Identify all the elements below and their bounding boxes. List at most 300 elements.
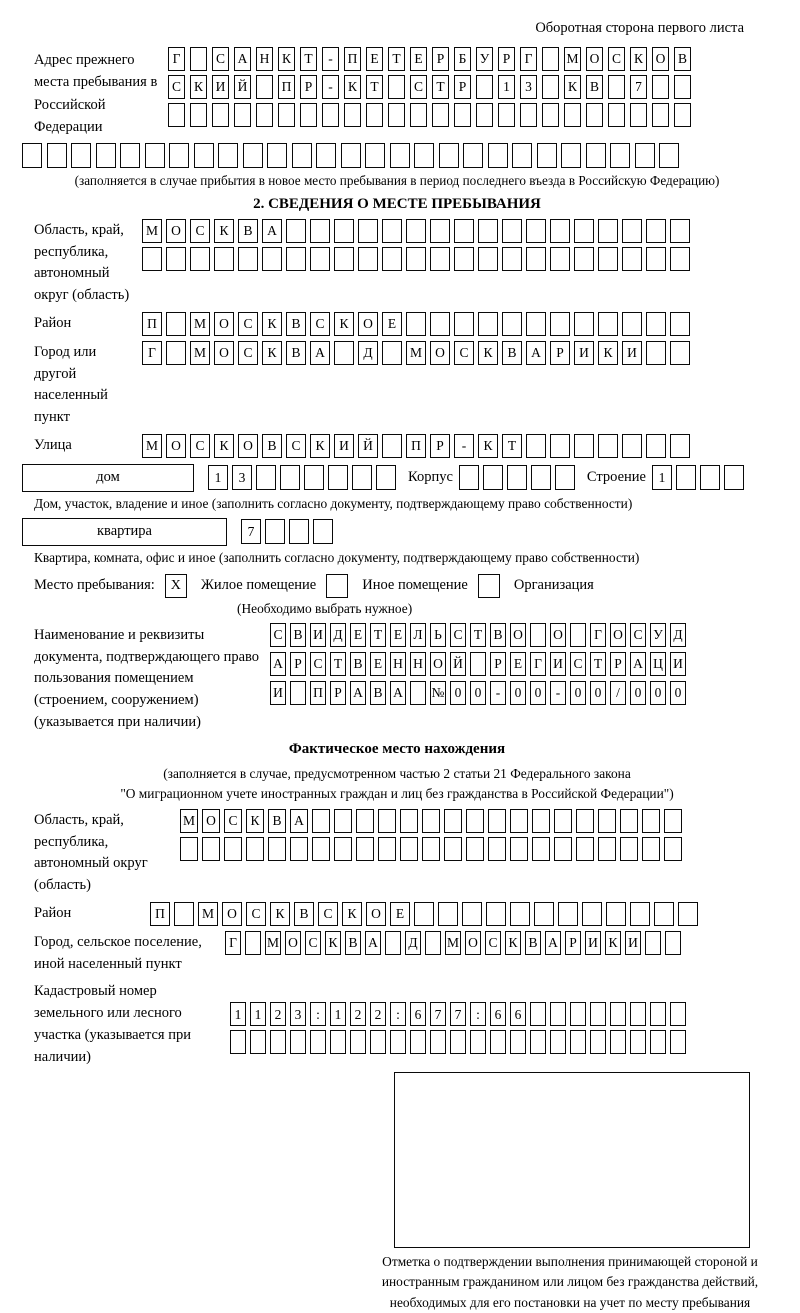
char-cell — [654, 902, 674, 926]
char-cell — [646, 434, 666, 458]
char-cell: А — [350, 681, 366, 705]
char-cell — [390, 143, 410, 168]
prev-address-row-1 — [168, 47, 696, 71]
char-cell — [47, 143, 67, 168]
char-cell — [454, 103, 471, 127]
document-row-1 — [270, 623, 690, 647]
char-cell — [526, 312, 546, 336]
inoe-label: Иное помещение — [362, 577, 468, 594]
char-cell — [120, 143, 140, 168]
char-cell — [268, 837, 286, 861]
raion-row — [142, 312, 694, 336]
char-cell — [659, 143, 679, 168]
char-cell: Р — [330, 681, 346, 705]
char-cell — [510, 809, 528, 833]
char-cell — [502, 247, 522, 271]
dom-box: дом — [22, 464, 194, 492]
char-cell: М — [265, 931, 281, 955]
section2-title: 2. СВЕДЕНИЯ О МЕСТЕ ПРЕБЫВАНИЯ — [253, 195, 541, 212]
char-cell — [586, 143, 606, 168]
char-cell — [322, 103, 339, 127]
char-cell — [243, 143, 263, 168]
char-cell: Й — [358, 434, 378, 458]
char-cell: К — [478, 341, 498, 365]
char-cell: М — [142, 434, 162, 458]
gorod-row — [142, 341, 694, 429]
oblast-row-1 — [142, 219, 694, 243]
char-cell — [630, 1030, 646, 1054]
stroenie-label: Строение — [586, 469, 646, 486]
char-cell: В — [345, 931, 361, 955]
char-cell — [576, 809, 594, 833]
char-cell: 3 — [520, 75, 537, 99]
char-cell — [674, 75, 691, 99]
checkbox-inoe[interactable] — [326, 574, 348, 598]
char-cell — [574, 247, 594, 271]
char-cell: 0 — [630, 681, 646, 705]
char-cell: Н — [410, 652, 426, 676]
char-cell: 7 — [430, 1002, 446, 1026]
char-cell: Р — [565, 931, 581, 955]
char-cell — [462, 902, 482, 926]
char-cell: А — [365, 931, 381, 955]
char-cell — [610, 1002, 626, 1026]
char-cell — [531, 465, 551, 490]
char-cell: К — [342, 902, 362, 926]
char-cell: Р — [430, 434, 450, 458]
char-cell — [169, 143, 189, 168]
char-cell: О — [586, 47, 603, 71]
korpus-label: Корпус — [408, 469, 453, 486]
char-cell — [430, 219, 450, 243]
char-cell — [478, 219, 498, 243]
char-cell: 6 — [410, 1002, 426, 1026]
char-cell — [370, 1030, 386, 1054]
char-cell: Т — [388, 47, 405, 71]
ulitsa-row — [142, 434, 694, 458]
char-cell — [622, 312, 642, 336]
char-cell — [554, 837, 572, 861]
char-cell: Д — [405, 931, 421, 955]
char-cell — [366, 103, 383, 127]
char-cell: 7 — [630, 75, 647, 99]
char-cell — [532, 809, 550, 833]
prev-address-section — [22, 47, 772, 139]
char-cell: С — [224, 809, 242, 833]
char-cell — [246, 837, 264, 861]
prev-address-rows — [168, 47, 696, 139]
char-cell — [502, 312, 522, 336]
char-cell: К — [478, 434, 498, 458]
char-cell: С — [454, 341, 474, 365]
document-row-2 — [270, 652, 690, 676]
char-cell — [463, 143, 483, 168]
char-cell: И — [310, 623, 326, 647]
char-cell: Р — [290, 652, 306, 676]
char-cell: С — [570, 652, 586, 676]
char-cell: И — [585, 931, 601, 955]
char-cell — [250, 1030, 266, 1054]
char-cell — [330, 1030, 346, 1054]
fact-oblast-label: Область, край, республика, автономный округ (область) — [34, 811, 148, 894]
char-cell: В — [525, 931, 541, 955]
char-cell: В — [294, 902, 314, 926]
document-label: Наименование и реквизиты документа, подтверждающего право пользования помещением (строением, сооружением) (указывается при наличии) — [34, 626, 260, 730]
char-cell — [22, 143, 42, 168]
char-cell — [586, 103, 603, 127]
char-cell: 2 — [370, 1002, 386, 1026]
char-cell: И — [574, 341, 594, 365]
kadastr-row-2 — [230, 1030, 690, 1054]
char-cell — [376, 465, 396, 490]
char-cell: О — [214, 312, 234, 336]
char-cell: 2 — [350, 1002, 366, 1026]
char-cell — [400, 837, 418, 861]
char-cell — [488, 143, 508, 168]
char-cell: 1 — [208, 465, 228, 490]
char-cell — [670, 1002, 686, 1026]
char-cell — [630, 1002, 646, 1026]
char-cell — [550, 434, 570, 458]
char-cell: Е — [390, 902, 410, 926]
fact-gorod-label: Город, сельское поселение, иной населенный пункт — [34, 933, 202, 972]
char-cell — [530, 1030, 546, 1054]
char-cell: Г — [520, 47, 537, 71]
checkbox-zhiloe[interactable]: X — [165, 574, 187, 598]
char-cell: 1 — [250, 1002, 266, 1026]
char-cell: П — [406, 434, 426, 458]
char-cell — [444, 837, 462, 861]
char-cell: Д — [358, 341, 378, 365]
factual-note-line1: (заполняется в случае, предусмотренном частью 2 статьи 21 Федерального закона — [163, 765, 631, 781]
char-cell: П — [150, 902, 170, 926]
char-cell — [334, 341, 354, 365]
char-cell — [406, 312, 426, 336]
korpus-cells — [459, 465, 579, 490]
char-cell — [510, 902, 530, 926]
char-cell — [665, 931, 681, 955]
char-cell: О — [610, 623, 626, 647]
char-cell — [313, 519, 333, 544]
char-cell: С — [286, 434, 306, 458]
char-cell — [512, 143, 532, 168]
char-cell: В — [262, 434, 282, 458]
char-cell: О — [430, 341, 450, 365]
char-cell — [352, 465, 372, 490]
char-cell — [476, 103, 493, 127]
char-cell: Г — [225, 931, 241, 955]
char-cell: К — [310, 434, 330, 458]
char-cell — [664, 837, 682, 861]
char-cell — [598, 809, 616, 833]
char-cell — [630, 902, 650, 926]
fact-field-kadastr — [22, 980, 772, 1068]
char-cell: С — [450, 623, 466, 647]
char-cell — [606, 902, 626, 926]
kvartira-note: Квартира, комната, офис и иное (заполнить согласно документу, подтверждающему право собственности) — [34, 549, 640, 565]
char-cell: В — [238, 219, 258, 243]
char-cell — [358, 247, 378, 271]
char-cell: А — [526, 341, 546, 365]
char-cell — [202, 837, 220, 861]
char-cell — [670, 247, 690, 271]
char-cell: Е — [510, 652, 526, 676]
char-cell — [410, 1030, 426, 1054]
char-cell — [278, 103, 295, 127]
dom-note: Дом, участок, владение и иное (заполнить согласно документу, подтверждающему право собственности) — [34, 495, 633, 511]
char-cell: Р — [498, 47, 515, 71]
char-cell: И — [550, 652, 566, 676]
char-cell: С — [305, 931, 321, 955]
char-cell: А — [310, 341, 330, 365]
char-cell — [438, 902, 458, 926]
char-cell — [646, 341, 666, 365]
char-cell: О — [465, 931, 481, 955]
char-cell — [312, 837, 330, 861]
char-cell: О — [202, 809, 220, 833]
char-cell — [214, 247, 234, 271]
char-cell — [289, 519, 309, 544]
fact-raion-row — [150, 902, 702, 926]
char-cell: С — [318, 902, 338, 926]
char-cell: - — [454, 434, 474, 458]
char-cell: В — [370, 681, 386, 705]
char-cell: Р — [550, 341, 570, 365]
char-cell — [470, 1030, 486, 1054]
factual-title: Фактическое место нахождения — [288, 740, 506, 757]
char-cell — [238, 247, 258, 271]
char-cell — [676, 465, 696, 490]
char-cell: Е — [370, 652, 386, 676]
char-cell — [620, 837, 638, 861]
char-cell — [608, 103, 625, 127]
char-cell — [646, 219, 666, 243]
char-cell: В — [502, 341, 522, 365]
char-cell — [414, 902, 434, 926]
char-cell — [190, 247, 210, 271]
fact-field-gorod — [22, 931, 772, 976]
ulitsa-label: Улица — [34, 436, 72, 453]
fact-oblast-row-2 — [180, 837, 686, 861]
char-cell: М — [190, 312, 210, 336]
char-cell: К — [190, 75, 207, 99]
mesto-row — [22, 574, 772, 598]
char-cell — [550, 219, 570, 243]
char-cell — [174, 902, 194, 926]
char-cell: Н — [390, 652, 406, 676]
stamp-area — [374, 1072, 766, 1312]
char-cell — [410, 681, 426, 705]
char-cell: И — [212, 75, 229, 99]
char-cell — [270, 1030, 286, 1054]
char-cell — [576, 837, 594, 861]
char-cell — [382, 247, 402, 271]
char-cell — [550, 1030, 566, 1054]
kadastr-label: Кадастровый номер земельного или лесного участка (указывается при наличии) — [34, 983, 191, 1065]
char-cell — [334, 837, 352, 861]
char-cell: М — [180, 809, 198, 833]
char-cell — [414, 143, 434, 168]
char-cell — [590, 1030, 606, 1054]
char-cell: О — [285, 931, 301, 955]
char-cell — [230, 1030, 246, 1054]
char-cell — [382, 341, 402, 365]
field-document — [22, 623, 772, 734]
char-cell: 2 — [270, 1002, 286, 1026]
char-cell — [190, 47, 207, 71]
char-cell — [526, 434, 546, 458]
char-cell: И — [270, 681, 286, 705]
char-cell: М — [564, 47, 581, 71]
char-cell: К — [262, 312, 282, 336]
char-cell — [234, 103, 251, 127]
char-cell — [598, 837, 616, 861]
char-cell — [574, 312, 594, 336]
char-cell — [650, 1002, 666, 1026]
char-cell: С — [485, 931, 501, 955]
char-cell — [212, 103, 229, 127]
char-cell: К — [605, 931, 621, 955]
char-cell — [510, 1030, 526, 1054]
char-cell: О — [214, 341, 234, 365]
fact-field-oblast — [22, 809, 772, 897]
char-cell: 7 — [241, 519, 261, 544]
char-cell — [670, 312, 690, 336]
char-cell: В — [268, 809, 286, 833]
zhiloe-label: Жилое помещение — [200, 577, 317, 594]
char-cell: С — [630, 623, 646, 647]
char-cell: Г — [530, 652, 546, 676]
char-cell: К — [564, 75, 581, 99]
char-cell: : — [390, 1002, 406, 1026]
char-cell: 0 — [450, 681, 466, 705]
mesto-label: Место пребывания: — [34, 577, 155, 594]
char-cell — [622, 247, 642, 271]
char-cell: Д — [330, 623, 346, 647]
char-cell: Т — [370, 623, 386, 647]
char-cell: А — [290, 809, 308, 833]
prev-address-row-2 — [168, 75, 696, 99]
char-cell — [262, 247, 282, 271]
char-cell — [310, 1030, 326, 1054]
char-cell — [454, 219, 474, 243]
char-cell: К — [262, 341, 282, 365]
char-cell — [635, 143, 655, 168]
fact-oblast-row-1 — [180, 809, 686, 833]
char-cell — [561, 143, 581, 168]
char-cell: Й — [450, 652, 466, 676]
char-cell: Р — [454, 75, 471, 99]
char-cell: С — [212, 47, 229, 71]
char-cell — [430, 312, 450, 336]
char-cell — [218, 143, 238, 168]
char-cell: Е — [350, 623, 366, 647]
char-cell — [290, 681, 306, 705]
char-cell — [466, 837, 484, 861]
char-cell — [267, 143, 287, 168]
char-cell: К — [344, 75, 361, 99]
char-cell: 3 — [290, 1002, 306, 1026]
char-cell — [312, 809, 330, 833]
char-cell — [564, 103, 581, 127]
char-cell — [574, 219, 594, 243]
char-cell — [310, 219, 330, 243]
char-cell — [350, 1030, 366, 1054]
char-cell — [486, 902, 506, 926]
char-cell — [526, 247, 546, 271]
organizatsiya-label: Организация — [513, 577, 594, 594]
char-cell: С — [310, 652, 326, 676]
char-cell — [630, 103, 647, 127]
char-cell: Г — [142, 341, 162, 365]
char-cell: - — [322, 75, 339, 99]
page-title: Оборотная сторона первого листа — [535, 20, 744, 36]
kvartira-cells — [241, 519, 337, 544]
char-cell — [502, 219, 522, 243]
char-cell — [430, 247, 450, 271]
char-cell — [674, 103, 691, 127]
char-cell — [724, 465, 744, 490]
char-cell — [520, 103, 537, 127]
char-cell — [598, 434, 618, 458]
char-cell — [382, 434, 402, 458]
char-cell: 0 — [590, 681, 606, 705]
char-cell — [470, 652, 486, 676]
char-cell — [390, 1030, 406, 1054]
char-cell: Ь — [430, 623, 446, 647]
char-cell: О — [510, 623, 526, 647]
char-cell: О — [222, 902, 242, 926]
char-cell — [168, 103, 185, 127]
char-cell — [286, 247, 306, 271]
char-cell: А — [234, 47, 251, 71]
char-cell — [385, 931, 401, 955]
char-cell — [646, 247, 666, 271]
char-cell: Ц — [650, 652, 666, 676]
char-cell: О — [366, 902, 386, 926]
oblast-label: Область, край, республика, автономный округ (область) — [34, 221, 130, 304]
char-cell — [574, 434, 594, 458]
char-cell — [570, 1030, 586, 1054]
dom-row — [22, 464, 772, 492]
char-cell — [356, 837, 374, 861]
char-cell: Е — [382, 312, 402, 336]
checkbox-organizatsiya[interactable] — [478, 574, 500, 598]
char-cell — [245, 931, 261, 955]
char-cell: В — [286, 341, 306, 365]
dom-cells — [208, 465, 400, 490]
char-cell: С — [410, 75, 427, 99]
char-cell — [476, 75, 493, 99]
char-cell — [256, 75, 273, 99]
char-cell — [194, 143, 214, 168]
char-cell — [310, 247, 330, 271]
char-cell — [620, 809, 638, 833]
char-cell — [478, 312, 498, 336]
char-cell — [550, 247, 570, 271]
char-cell — [304, 465, 324, 490]
char-cell: Е — [390, 623, 406, 647]
char-cell: А — [262, 219, 282, 243]
char-cell — [334, 809, 352, 833]
char-cell: М — [190, 341, 210, 365]
char-cell — [550, 312, 570, 336]
char-cell: Л — [410, 623, 426, 647]
char-cell — [422, 809, 440, 833]
char-cell — [256, 465, 276, 490]
char-cell: О — [430, 652, 446, 676]
char-cell — [670, 1030, 686, 1054]
